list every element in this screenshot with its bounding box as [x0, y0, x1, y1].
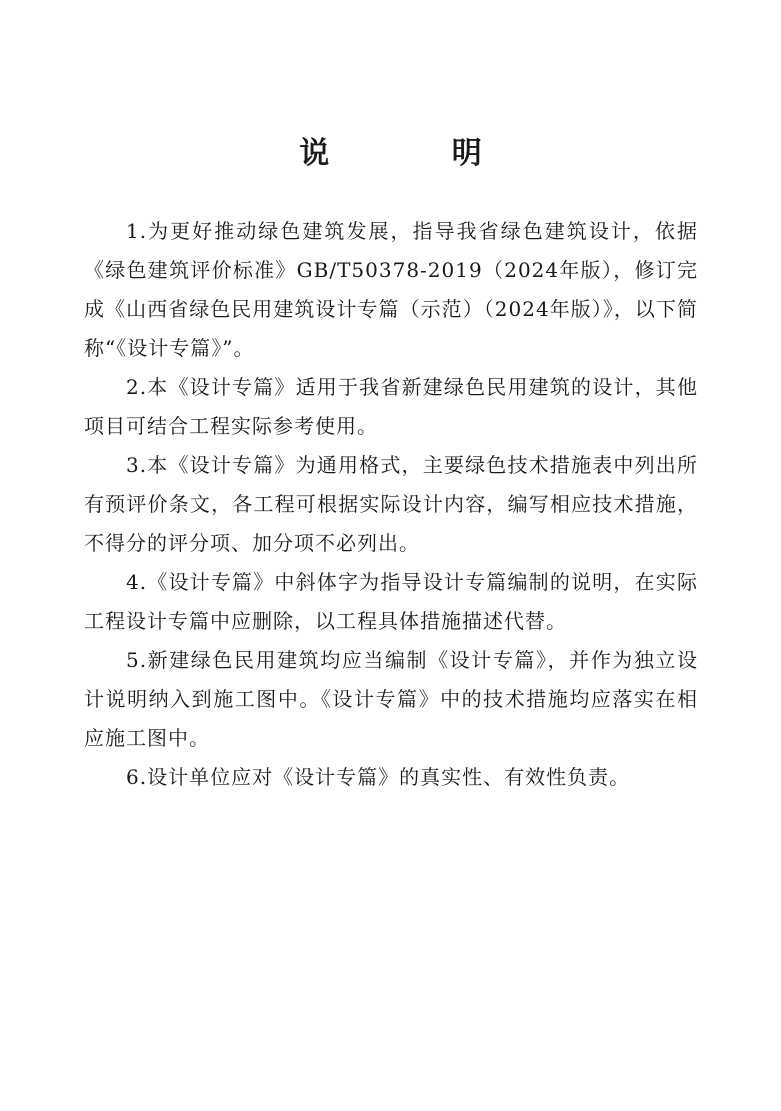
- page-title: 说 明: [299, 136, 538, 171]
- paragraph-5: 5.新建绿色民用建筑均应当编制《设计专篇》，并作为独立设计说明纳入到施工图中。《设计专篇》中的技术措施均应落实在相应施工图中。: [84, 648, 698, 750]
- paragraph-4: 4.《设计专篇》中斜体字为指导设计专篇编制的说明，在实际工程设计专篇中应删除，以工程具体措施描述代替。: [84, 570, 698, 633]
- paragraph-3: 3.本《设计专篇》为通用格式，主要绿色技术措施表中列出所有预评价条文，各工程可根据实际设计内容，编写相应技术措施，不得分的评分项、加分项不必列出。: [84, 453, 698, 555]
- paragraph-6: 6.设计单位应对《设计专篇》的真实性、有效性负责。: [126, 765, 631, 789]
- explanation-body: [84, 212, 698, 797]
- paragraph-1: 1.为更好推动绿色建筑发展，指导我省绿色建筑设计，依据《绿色建筑评价标准》GB/T50378-2019（2024年版），修订完成《山西省绿色民用建筑设计专篇（示范）（2024年版）》，以下简称“《设计专篇》”。: [84, 219, 698, 360]
- paragraph-2: 2.本《设计专篇》适用于我省新建绿色民用建筑的设计，其他项目可结合工程实际参考使用。: [84, 375, 698, 438]
